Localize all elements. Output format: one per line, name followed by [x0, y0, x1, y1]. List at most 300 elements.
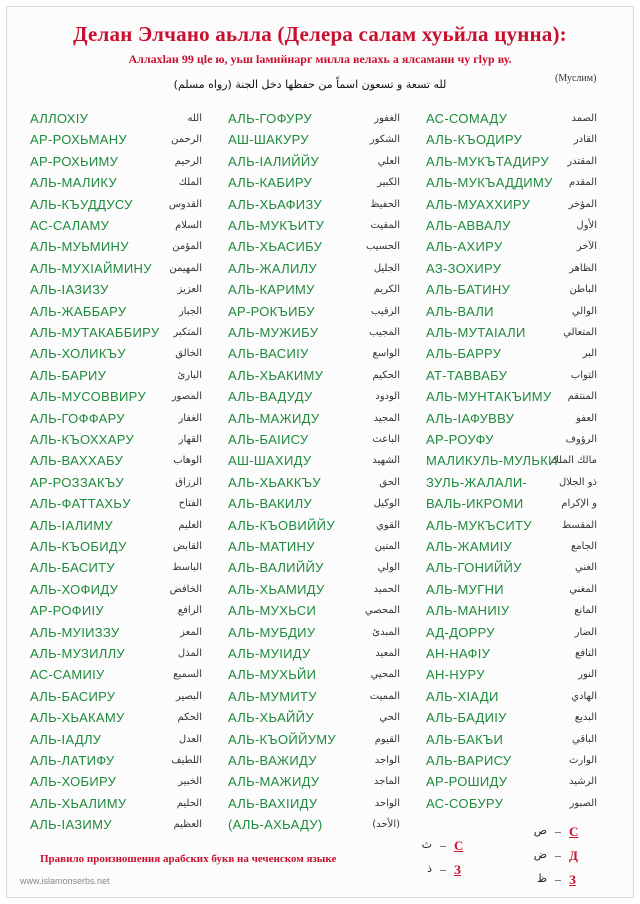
- name-row: [426, 600, 597, 621]
- name-arabic: المعيد: [375, 648, 400, 659]
- name-arabic: المبدئ: [372, 626, 400, 638]
- name-arabic: المحيي: [370, 669, 400, 681]
- name-row: [30, 771, 202, 792]
- name-transliteration: АЛЬ-МУЗИЛЛУ: [30, 646, 125, 661]
- name-arabic: الرحمن: [171, 134, 202, 146]
- name-arabic: المهيمن: [169, 262, 202, 274]
- name-arabic: الواسع: [372, 348, 400, 360]
- name-arabic: المتكبر: [173, 327, 202, 338]
- name-row: [30, 579, 202, 600]
- name-transliteration: АЛЬ-МУТАIАЛИ: [426, 325, 526, 340]
- name-arabic: الله: [187, 113, 202, 124]
- name-arabic: العدل: [178, 733, 202, 745]
- name-row: [30, 129, 202, 150]
- name-transliteration: АЛЬ-ВАКИЛУ: [228, 496, 312, 512]
- name-arabic: العفو: [576, 412, 597, 424]
- name-row: [228, 322, 400, 343]
- name-arabic: المقيت: [370, 220, 400, 231]
- name-row: [30, 622, 202, 643]
- name-row: [30, 322, 202, 343]
- name-transliteration: (АЛЬ-АХЬАДУ): [228, 817, 323, 833]
- name-transliteration: АЛЬ-МУТАКАББИРУ: [30, 325, 160, 340]
- name-row: [30, 814, 202, 835]
- name-arabic: المقتدر: [567, 155, 597, 167]
- name-row: [30, 750, 202, 771]
- name-arabic: الباعث: [372, 434, 400, 445]
- name-arabic: الخبير: [178, 776, 202, 788]
- name-row: [30, 664, 202, 685]
- name-row: [426, 236, 597, 257]
- name-arabic: الغفور: [374, 113, 400, 124]
- pron-dash: –: [440, 862, 446, 876]
- name-row: [228, 536, 400, 557]
- name-transliteration: АЛЬ-БАТИНУ: [426, 282, 511, 298]
- name-row: [426, 536, 597, 557]
- page-title: Делан Элчано аьлла (Делера салам хуьйла цунна):: [73, 22, 567, 46]
- name-row: [426, 408, 597, 429]
- name-arabic: البارئ: [177, 369, 202, 381]
- name-transliteration: АР-РОХЬМАНУ: [30, 132, 127, 148]
- name-transliteration: АЛЬ-МУАХХИРУ: [426, 196, 531, 212]
- name-arabic: العظيم: [173, 819, 202, 831]
- name-row: [30, 301, 202, 322]
- name-arabic: الرقيب: [371, 305, 400, 317]
- name-row: [228, 365, 400, 386]
- name-arabic: القيوم: [374, 733, 400, 745]
- name-arabic: الصبور: [569, 797, 597, 809]
- name-row: [426, 129, 597, 150]
- name-transliteration: АЛЬ-МАЖИДУ: [228, 410, 320, 426]
- name-transliteration: ЗУЛЬ-ЖАЛАЛИ-: [426, 474, 528, 490]
- name-arabic: الفتاح: [178, 498, 202, 510]
- name-row: [228, 301, 400, 322]
- name-row: [228, 129, 400, 150]
- name-row: [30, 515, 202, 536]
- name-transliteration: АЛЬ-БАСИТУ: [30, 560, 115, 576]
- name-row: [426, 322, 597, 343]
- name-transliteration: АЛЬ-МУНТАКЪИМУ: [426, 389, 552, 405]
- name-arabic: الغفار: [178, 412, 202, 424]
- name-row: [30, 279, 202, 300]
- name-row: [228, 600, 400, 621]
- name-row: [30, 194, 202, 215]
- name-arabic: الأول: [576, 220, 597, 231]
- name-arabic: المنتقم: [567, 391, 597, 403]
- name-transliteration: АЛЬ-БАIИСУ: [228, 432, 309, 447]
- name-row: [30, 793, 202, 814]
- name-row: [228, 643, 400, 664]
- name-arabic: الظاهر: [569, 262, 597, 274]
- name-transliteration: АТ-ТАВВАБУ: [426, 367, 508, 383]
- name-transliteration: АЛЬ-МАЖИДУ: [228, 774, 320, 790]
- name-transliteration: АР-РОХЬИМУ: [30, 153, 119, 169]
- name-row: [426, 343, 597, 364]
- name-transliteration: АЛЬ-ВАДУДУ: [228, 389, 313, 405]
- name-transliteration: АЛЬ-ВАЖИДУ: [228, 753, 317, 768]
- name-arabic: المؤخر: [568, 198, 597, 210]
- name-row: [30, 365, 202, 386]
- name-transliteration: АЛЬ-МУХЬЙИ: [228, 667, 317, 683]
- name-row: [228, 579, 400, 600]
- pron-cyrillic: Д: [569, 848, 578, 863]
- name-arabic: الغني: [574, 562, 597, 574]
- name-row: [30, 215, 202, 236]
- name-transliteration: АЛЬ-МУКЪАДДИМУ: [426, 175, 553, 191]
- page-subtitle: Аллахlан 99 цlе ю, уьш lамийнарг милла велахь а ялсамани чу гlур ву.: [128, 52, 512, 66]
- name-row: [228, 236, 400, 257]
- name-row: [30, 236, 202, 257]
- pron-arabic: ذ: [427, 862, 432, 875]
- pron-dash: –: [555, 824, 561, 838]
- name-transliteration: АЛЬ-МАЛИКУ: [30, 175, 117, 191]
- name-transliteration: АЗ-ЗОХИРУ: [426, 260, 502, 276]
- name-arabic: الجامع: [570, 541, 597, 552]
- name-row: [426, 729, 597, 750]
- name-transliteration: АШ-ШАКУРУ: [228, 132, 309, 148]
- name-arabic: المتين: [374, 541, 400, 552]
- name-row: [228, 771, 400, 792]
- name-transliteration: АР-РОУФУ: [426, 432, 494, 447]
- name-arabic: الضار: [574, 626, 597, 638]
- name-arabic: الحسيب: [365, 241, 400, 253]
- name-transliteration: АЛЬ-МУКЪТАДИРУ: [426, 153, 549, 169]
- name-arabic: المتعالي: [563, 327, 597, 338]
- name-arabic: المقسط: [561, 519, 597, 531]
- name-row: [30, 408, 202, 429]
- name-arabic: و الإكرام: [561, 498, 597, 510]
- name-arabic: الرؤوف: [565, 434, 597, 445]
- name-row: [228, 408, 400, 429]
- name-row: [30, 108, 202, 129]
- pron-dash: –: [440, 838, 446, 852]
- pron-arabic: ظ: [536, 872, 547, 885]
- name-arabic: الرشيد: [569, 776, 597, 788]
- name-transliteration: АЛЬ-МУСОВВИРУ: [30, 389, 146, 405]
- name-arabic: القهار: [178, 434, 202, 445]
- name-arabic: البصير: [175, 690, 202, 702]
- name-arabic: الوارث: [568, 755, 597, 766]
- name-transliteration: АЛЬ-МУКЪСИТУ: [426, 517, 532, 533]
- name-row: [30, 472, 202, 493]
- name-arabic: الهادي: [571, 690, 597, 702]
- name-transliteration: АЛЬ-МАНИIУ: [426, 603, 510, 619]
- name-transliteration: АЛЬ-БАРРУ: [426, 346, 502, 362]
- name-transliteration: АС-САЛАМУ: [30, 218, 110, 233]
- name-transliteration: АЛЬ-МУХЬСИ: [228, 603, 317, 619]
- name-transliteration: АЛЬ-МУХIАЙМИНУ: [30, 260, 152, 276]
- name-arabic: الحكيم: [372, 369, 400, 381]
- name-transliteration: АЛЬ-БАКЪИ: [426, 731, 504, 747]
- name-transliteration: АН-НУРУ: [426, 667, 485, 683]
- pron-cyrillic: С: [454, 838, 464, 853]
- name-arabic: اللطيف: [171, 755, 202, 766]
- name-row: [30, 557, 202, 578]
- name-arabic: البر: [582, 348, 597, 360]
- name-arabic: الرزاق: [175, 476, 202, 488]
- name-transliteration: АЛЬ-КЪОВИЙЙУ: [228, 517, 335, 533]
- name-arabic: الوهاب: [173, 455, 202, 467]
- name-row: [30, 600, 202, 621]
- name-row: [228, 622, 400, 643]
- name-transliteration: АР-РОЗЗАКЪУ: [30, 474, 124, 490]
- name-transliteration: АЛЬ-ВАЛИЙЙУ: [228, 560, 324, 576]
- name-row: [30, 686, 202, 707]
- name-transliteration: АЛЬ-ЖАМИIУ: [426, 539, 513, 554]
- name-transliteration: АЛЬ-ХIАДИ: [426, 688, 499, 704]
- name-row: [228, 429, 400, 450]
- name-transliteration: АЛЬ-МУЬМИНУ: [30, 239, 129, 255]
- name-arabic: الواحد: [374, 797, 400, 809]
- name-row: [426, 472, 597, 493]
- name-row: [30, 536, 202, 557]
- name-transliteration: АЛЬ-МАТИНУ: [228, 539, 315, 554]
- name-row: [228, 750, 400, 771]
- name-arabic: التواب: [570, 369, 597, 381]
- name-row: [426, 450, 597, 471]
- name-arabic: الوكيل: [373, 498, 400, 510]
- name-arabic: المميت: [369, 690, 400, 702]
- name-row: [228, 472, 400, 493]
- name-row: [30, 343, 202, 364]
- name-arabic: مالك الملك: [550, 455, 597, 467]
- name-transliteration: АЛЬ-ХЬАКИМУ: [228, 367, 324, 383]
- name-row: [426, 365, 597, 386]
- name-arabic: الواجد: [374, 755, 400, 766]
- name-arabic: القابض: [173, 541, 202, 552]
- name-row: [426, 622, 597, 643]
- name-row: [426, 301, 597, 322]
- name-arabic: السميع: [173, 669, 202, 681]
- name-row: [30, 172, 202, 193]
- pron-dash: –: [555, 848, 561, 862]
- name-arabic: المقدم: [568, 177, 597, 189]
- name-transliteration: АС-САМИIУ: [30, 667, 105, 683]
- name-arabic: الشهيد: [372, 455, 400, 467]
- name-arabic: (الأحد): [372, 819, 400, 831]
- name-arabic: الباطن: [569, 284, 597, 296]
- name-arabic: الخالق: [175, 348, 202, 360]
- name-transliteration: АЛЬ-БАСИРУ: [30, 688, 116, 704]
- name-arabic: الحميد: [373, 583, 400, 595]
- pron-arabic: ض: [533, 848, 547, 861]
- hadith-arabic: لله تسعة و تسعون اسماً من حفظها دخل الجنة (رواه مسلم): [173, 78, 447, 91]
- name-transliteration: АЛЬ-МУБДИУ: [228, 624, 316, 640]
- name-transliteration: ВАЛЬ-ИКРОМИ: [426, 496, 524, 512]
- name-transliteration: АЛЬ-ГОФФАРУ: [30, 410, 125, 426]
- name-row: [228, 707, 400, 728]
- pronunciation-note: Правило произношения арабских букв на чеченском языке: [40, 853, 337, 865]
- name-transliteration: АЛЬ-ХЬАЛИМУ: [30, 795, 127, 811]
- name-row: [30, 707, 202, 728]
- name-arabic: الكبير: [377, 177, 400, 189]
- name-row: [30, 643, 202, 664]
- name-row: [426, 515, 597, 536]
- name-arabic: الشكور: [369, 134, 400, 146]
- name-arabic: الصمد: [571, 113, 597, 124]
- hadith-source: (Муслим): [555, 73, 597, 84]
- name-transliteration: АЛЬ-ФАТТАХЬУ: [30, 496, 131, 512]
- name-transliteration: АЛЬ-МУГНИ: [426, 581, 504, 597]
- name-arabic: الحكم: [177, 712, 202, 724]
- name-transliteration: АР-РОФИIУ: [30, 603, 104, 619]
- name-row: [228, 814, 400, 835]
- name-row: [228, 386, 400, 407]
- name-row: [228, 493, 400, 514]
- name-row: [30, 429, 202, 450]
- name-arabic: الخافض: [169, 583, 202, 595]
- pron-cyrillic: С: [569, 824, 579, 839]
- name-row: [228, 279, 400, 300]
- name-row: [228, 194, 400, 215]
- name-arabic: القدوس: [168, 198, 202, 210]
- name-transliteration: АЛЬ-ХОФИДУ: [30, 581, 119, 597]
- name-arabic: الباقي: [571, 733, 597, 745]
- name-arabic: الحليم: [176, 797, 202, 809]
- name-row: [30, 258, 202, 279]
- name-transliteration: АЛЬ-МУIИЗЗУ: [30, 624, 120, 640]
- name-arabic: المعز: [180, 626, 202, 638]
- name-arabic: الوالي: [571, 305, 597, 317]
- name-transliteration: АЛЬ-ЛАТИФУ: [30, 753, 115, 768]
- name-row: [30, 450, 202, 471]
- name-row: [426, 258, 597, 279]
- names-table: [0, 108, 640, 838]
- name-arabic: المجيد: [373, 412, 400, 424]
- name-row: [426, 386, 597, 407]
- name-row: [426, 194, 597, 215]
- name-row: [228, 515, 400, 536]
- name-arabic: الودود: [375, 391, 400, 403]
- name-arabic: الماجد: [373, 776, 400, 788]
- name-row: [426, 707, 597, 728]
- name-transliteration: АЛЬ-ЖАББАРУ: [30, 303, 127, 319]
- name-arabic: البديع: [574, 712, 597, 724]
- name-arabic: الجبار: [178, 305, 202, 317]
- name-row: [228, 343, 400, 364]
- name-transliteration: АЛЬ-МУМИТУ: [228, 688, 317, 704]
- name-transliteration: АЛЬ-МУЖИБУ: [228, 325, 319, 340]
- name-transliteration: АЛЬ-МУКЪИТУ: [228, 218, 325, 233]
- name-transliteration: АЛЬ-ГОНИЙЙУ: [426, 560, 522, 576]
- pron-cyrillic: З: [569, 872, 576, 887]
- name-row: [426, 215, 597, 236]
- name-transliteration: АЛЬ-КЪОХХАРУ: [30, 432, 134, 447]
- name-arabic: المؤمن: [172, 241, 202, 253]
- name-row: [426, 151, 597, 172]
- name-arabic: المحصي: [364, 605, 400, 617]
- pron-dash: –: [555, 872, 561, 886]
- name-arabic: الرافع: [177, 605, 202, 617]
- name-arabic: الحفيظ: [370, 198, 400, 210]
- name-transliteration: АЛЬ-КЪОБИДУ: [30, 539, 127, 554]
- name-arabic: الحق: [379, 476, 400, 488]
- name-transliteration: АЛЬ-БАДИIУ: [426, 710, 507, 726]
- name-row: [426, 493, 597, 514]
- name-row: [228, 258, 400, 279]
- name-transliteration: АН-НАФIУ: [426, 646, 491, 661]
- name-arabic: القوي: [376, 519, 400, 531]
- name-transliteration: АЛЬ-ХЬАКАМУ: [30, 710, 125, 726]
- name-row: [426, 429, 597, 450]
- name-transliteration: АЛЬ-IАЗИМУ: [30, 817, 112, 833]
- name-transliteration: АЛЬ-ГОФУРУ: [228, 111, 312, 126]
- name-row: [426, 771, 597, 792]
- name-arabic: الحي: [379, 712, 400, 724]
- name-transliteration: АС-СОМАДУ: [426, 111, 508, 126]
- name-row: [426, 172, 597, 193]
- name-row: [426, 664, 597, 685]
- name-transliteration: АЛЬ-БАРИУ: [30, 367, 107, 383]
- name-arabic: المجيب: [369, 327, 400, 338]
- name-arabic: السلام: [175, 220, 202, 231]
- name-transliteration: АЛЬ-IАДЛУ: [30, 731, 102, 747]
- name-transliteration: АЛЬ-КАРИМУ: [228, 282, 315, 298]
- name-transliteration: АР-РОШИДУ: [426, 774, 508, 790]
- name-transliteration: АЛЬ-ХОЛИКЪУ: [30, 346, 126, 362]
- name-transliteration: АЛЬ-IАЗИЗУ: [30, 282, 109, 298]
- name-transliteration: АС-СОБУРУ: [426, 795, 504, 811]
- name-transliteration: АЛЬ-IАЛИМУ: [30, 517, 113, 533]
- name-row: [426, 686, 597, 707]
- name-arabic: القادر: [573, 134, 597, 146]
- pron-arabic: ص: [533, 824, 547, 837]
- name-row: [228, 215, 400, 236]
- name-arabic: الآخر: [576, 241, 597, 253]
- name-transliteration: АЛЛОХIУ: [30, 111, 89, 126]
- name-transliteration: АЛЬ-ВАЛИ: [426, 303, 494, 319]
- name-row: [228, 450, 400, 471]
- name-transliteration: АЛЬ-АВВАЛУ: [426, 218, 511, 233]
- name-transliteration: АЛЬ-КЪОДИРУ: [426, 132, 523, 148]
- name-transliteration: АЛЬ-ВАХХАБУ: [30, 453, 124, 469]
- name-row: [228, 557, 400, 578]
- name-transliteration: АЛЬ-ХЬАЙЙУ: [228, 710, 314, 726]
- name-transliteration: АЛЬ-КЪУДДУСУ: [30, 196, 133, 212]
- name-transliteration: АЛЬ-КАБИРУ: [228, 175, 313, 191]
- name-row: [30, 729, 202, 750]
- name-transliteration: АЛЬ-АХИРУ: [426, 239, 503, 255]
- name-transliteration: АЛЬ-ВАХIИДУ: [228, 795, 318, 811]
- name-transliteration: АЛЬ-МУIИДУ: [228, 646, 311, 661]
- name-arabic: الباسط: [172, 562, 202, 574]
- name-arabic: الجليل: [373, 262, 400, 274]
- name-row: [30, 386, 202, 407]
- name-row: [426, 108, 597, 129]
- name-row: [228, 793, 400, 814]
- name-row: [30, 493, 202, 514]
- name-transliteration: АЛЬ-ВАСИIУ: [228, 346, 309, 362]
- name-arabic: النافع: [575, 648, 597, 659]
- name-row: [426, 750, 597, 771]
- pron-cyrillic: З: [454, 862, 461, 877]
- pron-arabic: ث: [421, 838, 432, 851]
- name-arabic: العزيز: [177, 284, 202, 296]
- name-transliteration: АЛЬ-ХЬАСИБУ: [228, 239, 323, 255]
- name-arabic: الكريم: [373, 284, 400, 296]
- name-transliteration: АД-ДОРРУ: [426, 624, 495, 640]
- name-arabic: العلي: [377, 155, 400, 167]
- name-row: [228, 729, 400, 750]
- name-row: [30, 151, 202, 172]
- name-row: [426, 793, 597, 814]
- name-transliteration: АЛЬ-ХОБИРУ: [30, 774, 117, 790]
- name-transliteration: АР-РОКЪИБУ: [228, 303, 315, 319]
- name-transliteration: АЛЬ-IАФУВВУ: [426, 410, 515, 426]
- watermark: www.islamonserbs.net: [20, 876, 110, 886]
- name-transliteration: АЛЬ-ХЬАФИЗУ: [228, 196, 322, 212]
- name-arabic: المغني: [569, 583, 597, 595]
- name-transliteration: АШ-ШАХИДУ: [228, 453, 312, 469]
